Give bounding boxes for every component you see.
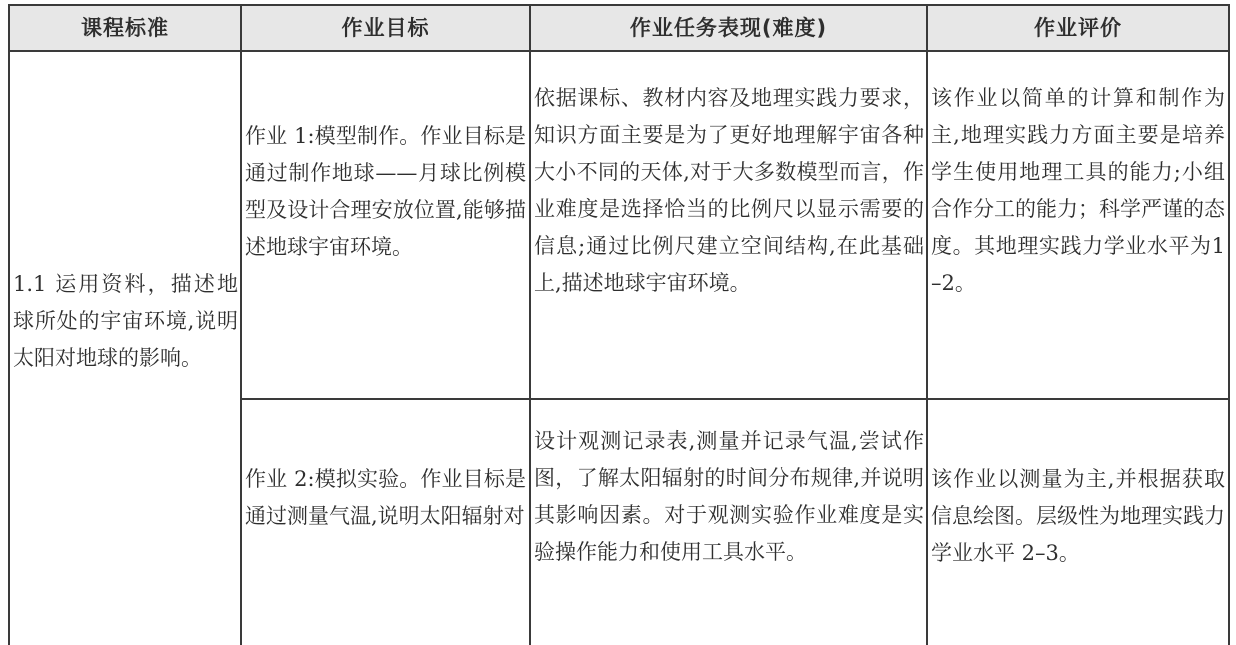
- row1-evaluation-cell: 该作业以简单的计算和制作为主,地理实践力方面主要是培养学生使用地理工具的能力;小组合作分工的能力；科学严谨的态度。其地理实践力学业水平为1–2。: [931, 86, 1225, 295]
- row2-evaluation-cell: 该作业以测量为主,并根据获取信息绘图。层级性为地理实践力学业水平 2–3。: [931, 467, 1225, 565]
- row1-goal-cell: 作业 1:模型制作。作业目标是通过制作地球——月球比例模型及设计合理安放位置,能够描述地球宇宙环境。: [245, 124, 526, 259]
- header-homework-goal: 作业目标: [341, 16, 430, 40]
- curriculum-standard-cell: 1.1 运用资料，描述地球所处的宇宙环境,说明太阳对地球的影响。: [13, 272, 238, 370]
- header-bottom-border: [8, 50, 1230, 52]
- row-divider: [240, 398, 1230, 400]
- row1-task-cell: 依据课标、教材内容及地理实践力要求，知识方面主要是为了更好地理解宇宙各种大小不同的天体,对于大多数模型而言，作业难度是选择恰当的比例尺以显示需要的信息;通过比例尺建立空间结构,在此基础上,描述地球宇宙环境。: [534, 86, 924, 295]
- header-curriculum-standard: 课程标准: [81, 16, 169, 40]
- row2-task-cell: 设计观测记录表,测量并记录气温,尝试作图，了解太阳辐射的时间分布规律,并说明其影响因素。对于观测实验作业难度是实验操作能力和使用工具水平。: [534, 429, 924, 564]
- row2-goal-cell: 作业 2:模拟实验。作业目标是通过测量气温,说明太阳辐射对: [245, 467, 526, 528]
- header-task-performance: 作业任务表现(难度): [629, 16, 828, 40]
- column-divider-1: [240, 4, 242, 645]
- column-divider-3: [926, 4, 928, 645]
- header-homework-evaluation: 作业评价: [1034, 16, 1122, 40]
- column-divider-2: [529, 4, 531, 645]
- homework-design-table: [8, 2, 1230, 645]
- table-right-border: [1228, 4, 1230, 645]
- table-left-border: [8, 4, 10, 645]
